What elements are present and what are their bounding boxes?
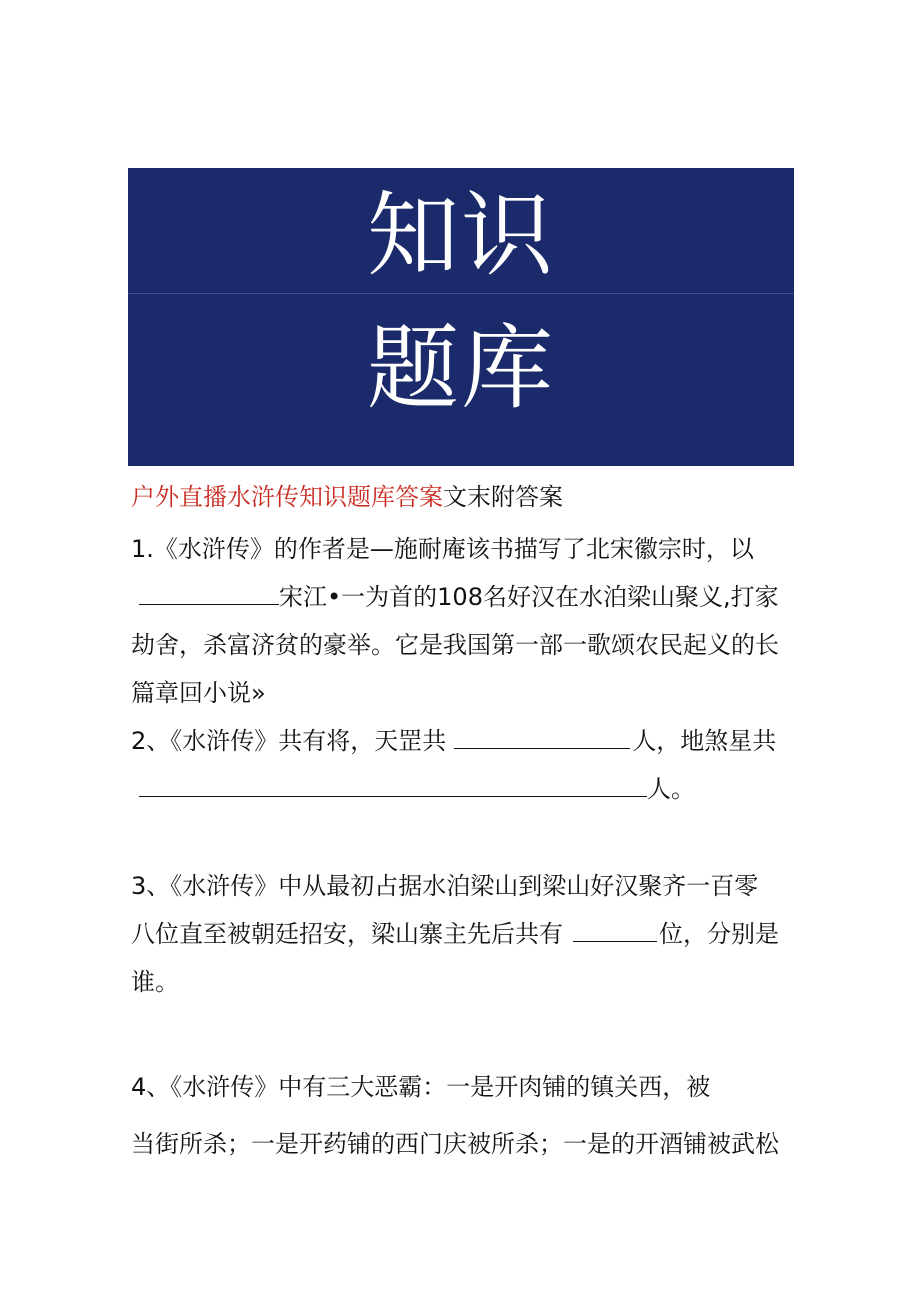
heading-red-text: 户外直播水浒传知识题库答案: [131, 483, 443, 511]
question-2-line-1-tail: 人，地煞星共: [632, 727, 777, 755]
question-1-line-3: 劫舍，杀富济贫的豪举。它是我国第一部一歌颂农民起义的长: [131, 631, 779, 659]
heading-black-text: 文末附答案: [443, 483, 563, 511]
question-4-line-1: [131, 1063, 795, 1111]
question-2: [131, 717, 795, 813]
question-4-line-1-text: 4、《水浒传》中有三大恶霸：一是开肉铺的镇关西，被: [131, 1073, 711, 1101]
question-1-line-4: 篇章回小说»: [131, 679, 266, 707]
question-4-line-2-text: 当街所杀；一是开药铺的西门庆被所杀；一是的开酒铺被武松: [131, 1130, 779, 1158]
banner-title-line-2: 题库: [366, 315, 555, 422]
question-3-line-2: [131, 910, 795, 958]
answer-blank[interactable]: [139, 576, 279, 605]
question-3-line-2-text: 八位直至被朝廷招安，梁山寨主先后共有: [131, 920, 563, 948]
banner-title-line-1: 知识: [366, 182, 555, 289]
question-2-line-1: [131, 717, 795, 765]
question-3-line-1: 3、《水浒传》中从最初占据水泊梁山到梁山好汉聚齐一百零: [131, 872, 759, 900]
question-2-line-2: [131, 765, 795, 813]
document-heading: [131, 481, 563, 513]
answer-blank[interactable]: [454, 720, 630, 749]
question-1-line-1: 1.《水浒传》的作者是—施耐庵该书描写了北宋徽宗时，以: [131, 535, 754, 563]
question-1: [131, 525, 795, 717]
question-4-line-2: [131, 1120, 795, 1168]
answer-blank[interactable]: [139, 768, 647, 797]
question-3-line-2-tail: 位，分别是: [659, 920, 779, 948]
question-3-line-3: 谁。: [131, 968, 179, 996]
question-1-line-2: [131, 573, 795, 621]
question-1-line-2-text: 宋江•一为首的108名好汉在水泊梁山聚义,打家: [279, 583, 779, 611]
answer-blank[interactable]: [573, 913, 657, 942]
title-banner: [128, 168, 794, 466]
banner-divider: [128, 293, 794, 294]
question-2-line-1-text: 2、《水浒传》共有将，天罡共: [131, 727, 447, 755]
question-3: [131, 862, 795, 1006]
question-2-line-2-text: 人。: [647, 775, 695, 803]
